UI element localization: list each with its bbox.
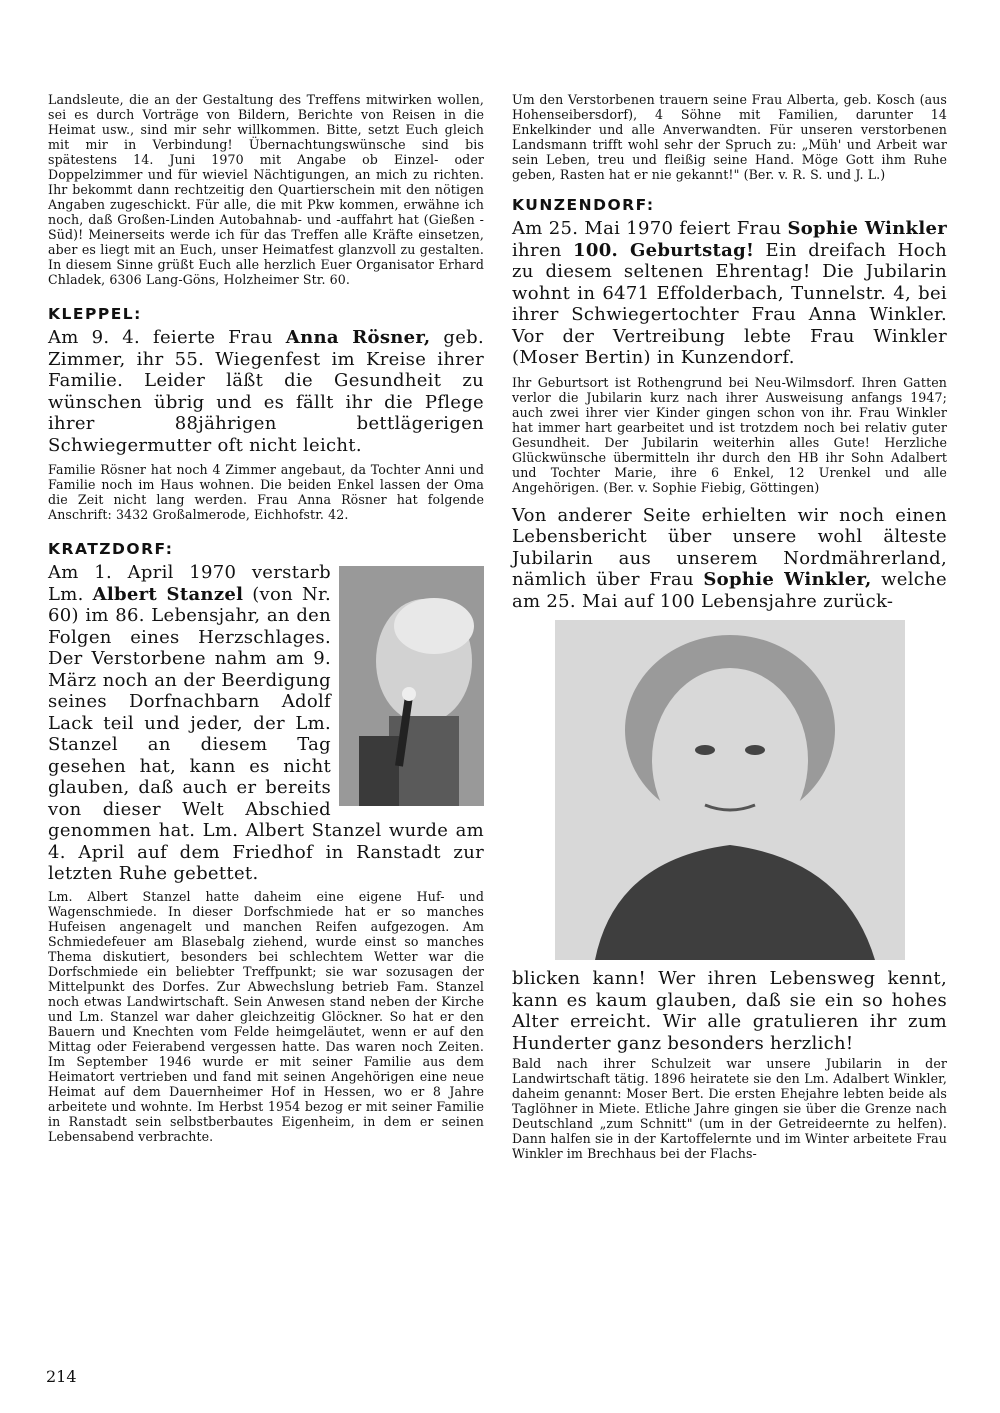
kleppel-paragraph: Am 9. 4. feierte Frau Anna Rösner, geb. Zimmer, ihr 55. Wiegenfest im Kreise ihrer Familie. Leider läßt die Gesundheit zu wünschen übrig und es fällt ihr die Pflege ihrer 88jährigen bettlägerigen Schwiegermutter oft nicht leicht.: [48, 327, 484, 456]
kratzdorf-detail: Lm. Albert Stanzel hatte daheim eine eigene Huf- und Wagenschmiede. In dieser Dorfschmiede hat er so manches Hufeisen angenagelt und manchen Reifen aufgezogen. Am Schmiedefeuer am Blasebalg ziehend, wurde einst so manches Thema diskutiert, besonders bei schlechtem Wetter war die Dorfschmiede ein beliebter Treffpunkt; sie war sozusagen der Mittelpunkt des Dorfes. Zur Abwechslung betrieb Fam. Stanzel noch etwas Landwirtschaft. Sein Anwesen stand neben der Kirche und Lm. Stanzel war daher gleichzeitig Glöckner. So hat er den Bauern und Knechten vom Felde heimgeläutet, wenn er auf den Mittag oder Feierabend vergessen hatte. Das waren noch Zeiten. Im September 1946 wurde er mit seiner Familie aus dem Heimatort vertrieben und fand mit seinen Angehörigen eine neue Heimat auf dem Dauernheimer Hof in Hessen, wo er 8 Jahre arbeitete und wohnte. Im Herbst 1954 bezog er mit seiner Familie in Ranstadt sein selbstberbautes Eigenheim, in dem er seinen Lebensabend verbrachte.: [48, 888, 484, 1144]
heading-kratzdorf: KRATZDORF:: [48, 540, 174, 558]
photo-sophie-winkler: [555, 620, 905, 960]
mourning-paragraph: Um den Verstorbenen trauern seine Frau Alberta, geb. Kosch (aus Hohenseibersdorf), 4 Söhne mit Familien, darunter 14 Enkelkinder und alle Anverwandten. Für unseren verstorbenen Landsmann trifft wohl sehr der Spruch zu: „Müh' und Arbeit war sein Leben, treu und fleißig seine Hand. Möge Gott ihm Ruhe geben, Rasten hat er nie gekannt!" (Ber. v. R. S. und J. L.): [512, 92, 947, 182]
name-sophie-winkler: Sophie Winkler: [787, 218, 947, 239]
kleppel-detail: Familie Rösner hat noch 4 Zimmer angebaut, da Tochter Anni und Familie noch im Haus wohnen. Die beiden Enkel lassen der Oma die Zeit nicht lang werden. Frau Anna Rösner hat folgende Anschrift: 3432 Großalmerode, Eichhofstr. 42.: [48, 462, 484, 522]
name-sophie-winkler-2: Sophie Winkler,: [703, 569, 872, 590]
photo-albert-stanzel: [339, 566, 484, 806]
name-albert-stanzel: Albert Stanzel: [92, 583, 244, 605]
right-column: [512, 92, 947, 1161]
kunzendorf-detail: Ihr Geburtsort ist Rothengrund bei Neu-Wilmsdorf. Ihren Gatten verlor die Jubilarin kurz nach ihrer Ausweisung anfangs 1947; auch zwei ihrer vier Kinder gingen schon von ihr. Frau Winkler hat immer hart gearbeitet und ist trotzdem noch bei relativ guter Gesundheit. Der Jubilarin weiterhin alles Gute! Herzliche Glückwünsche übermitteln ihr durch den HB ihr Sohn Adalbert und Tochter Marie, ihre 6 Enkel, 12 Urenkel und alle Angehörigen. (Ber. v. Sophie Fiebig, Göttingen): [512, 374, 947, 495]
page-number: 214: [46, 1367, 77, 1386]
report-paragraph-cont: blicken kann! Wer ihren Lebensweg kennt, kann es kaum glauben, daß sie ein so hohes Alter erreicht. Wir alle gratulieren ihr zum Hunderter ganz besonders herzlich!: [512, 968, 947, 1054]
left-column: [48, 92, 484, 1144]
report-detail: Bald nach ihrer Schulzeit war unsere Jubilarin in der Landwirtschaft tätig. 1896 heiratete sie den Lm. Adalbert Winkler, daheim genannt: Moser Bert. Die ersten Ehejahre lebten beide als Taglöhner in Miete. Etliche Jahre gingen sie über die Grenze nach Deutschland „zum Schnitt" (um in der Getreideernte zu helfen). Dann halfen sie in der Kartoffelernte und im Winter arbeitete Frau Winkler im Brechhaus bei der Flachs-: [512, 1056, 947, 1161]
heading-kleppel: KLEPPEL:: [48, 305, 142, 323]
birthday-highlight: 100. Geburtstag!: [573, 239, 755, 261]
heading-kunzendorf: KUNZENDORF:: [512, 196, 655, 214]
report-paragraph: Von anderer Seite erhielten wir noch einen Lebensbericht über unsere wohl älteste Jubilarin aus unserem Nordmährerland, nämlich über Frau Sophie Winkler, welche am 25. Mai auf 100 Lebensjahre zurück-: [512, 504, 948, 612]
kratzdorf-paragraph: Am 1. April 1970 verstarb Lm. Albert Stanzel (von Nr. 60) im 86. Lebensjahr, an den Folgen eines Herzschlages. Der Verstorbene nahm am 9. März noch an der Beerdigung seines Dorfnachbarn Adolf Lack teil und jeder, der Lm. Stanzel an diesem Tag gesehen hat, kann es nicht glauben, daß auch er bereits von dieser Welt Abschied genommen hat. Lm. Albert Stanzel wurde am 4. April auf dem Friedhof in Ranstadt zur letzten Ruhe gebettet.: [48, 562, 484, 884]
intro-paragraph: Landsleute, die an der Gestaltung des Treffens mitwirken wollen, sei es durch Vorträge von Bildern, Berichte von Reisen in die Heimat usw., sind mir sehr willkommen. Bitte, setzt Euch gleich mit mir in Verbindung! Übernachtungswünsche sind bis spätestens 14. Juni 1970 mit Angabe ob Einzel- oder Doppelzimmer und für wieviel Nächtigungen, an mich zu richten. Ihr bekommt dann rechtzeitig den Quartierschein mit den nötigen Angaben zugeschickt. Für alle, die mit Pkw kommen, erwähne ich noch, daß Großen-Linden Autobahnab- und -auffahrt hat (Gießen - Süd)! Meinerseits werde ich für das Treffen alle Kräfte einsetzen, aber es liegt mit an Euch, unser Heimatfest glanzvoll zu gestalten. In diesem Sinne grüßt Euch alle herzlich Euer Organisator Erhard Chladek, 6306 Lang-Göns, Holzheimer Str. 60.: [48, 92, 484, 287]
name-anna-roesner: Anna Rösner,: [285, 327, 431, 348]
kunzendorf-paragraph: Am 25. Mai 1970 feiert Frau Sophie Winkler ihren 100. Geburtstag! Ein dreifach Hoch zu diesem seltenen Ehrentag! Die Jubilarin wohnt in 6471 Effolderbach, Tunnelstr. 4, bei ihrer Schwiegertochter Frau Anna Winkler. Vor der Vertreibung lebte Frau Winkler (Moser Bertin) in Kunzendorf.: [512, 218, 947, 368]
